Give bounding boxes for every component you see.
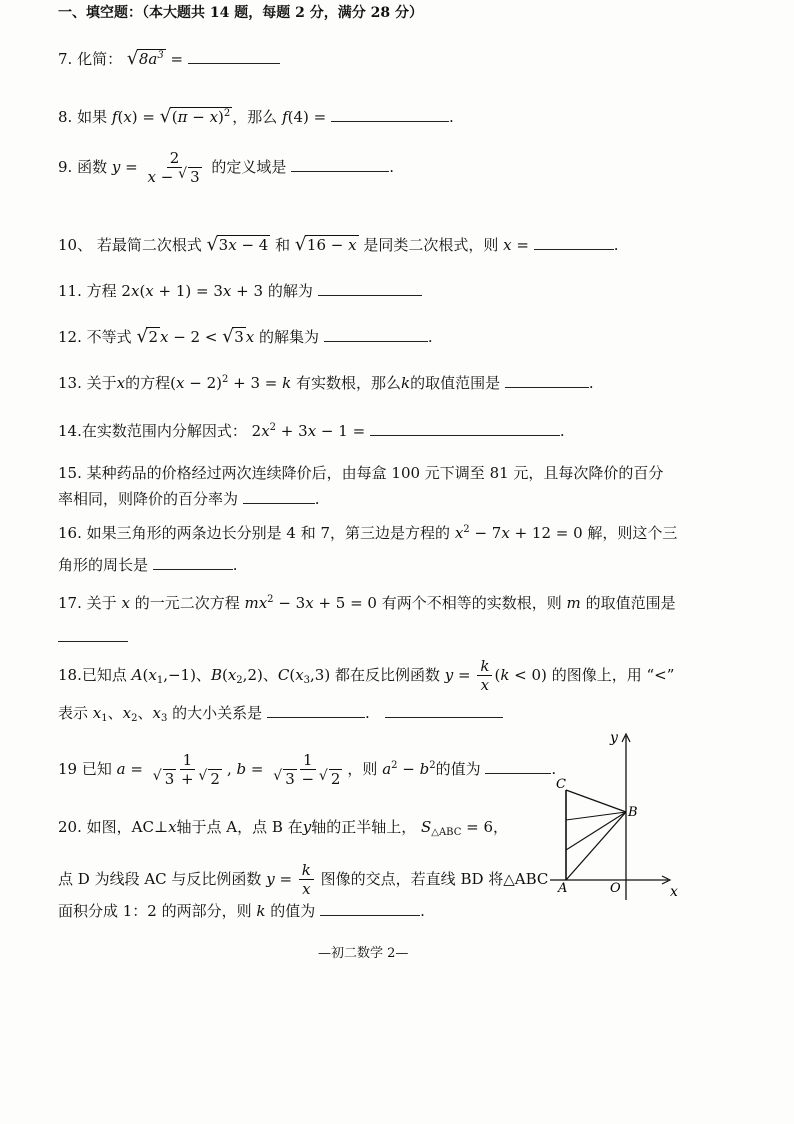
segment-cb: [566, 790, 626, 812]
answer-blank[interactable]: [331, 120, 449, 122]
question-12: 12. 不等式 √ 2 x − 2 < √ 3 x 的解集为 .: [58, 326, 433, 347]
triangle-figure: [548, 730, 688, 902]
question-14: 14.在实数范围内分解因式： $2x^2 + 3x - 1$ = .: [58, 422, 565, 440]
label-c: C: [556, 777, 566, 792]
answer-blank[interactable]: [243, 502, 315, 504]
segment-aux: [566, 812, 626, 820]
answer-blank[interactable]: [320, 914, 420, 916]
question-20-line2: 点 D 为线段 AC 与反比例函数 y = $\frac{k}{x}$ 图像的交点，若直线 BD 将△ABC: [58, 861, 549, 898]
question-17: 17. 关于 x 的一元二次方程 $mx^2 - 3x + 5 = 0$ 有两个不相等的实数根，则 m 的取值范围是: [58, 594, 676, 612]
section-header: 一、填空题：（本大题共 14 题，每题 2 分，满分 28 分）: [58, 5, 423, 21]
answer-blank[interactable]: [485, 772, 551, 774]
question-17-line2: [58, 628, 128, 647]
question-20: 20. 如图，AC⊥x轴于点 A，点 B 在y轴的正半轴上， $S_{\triangle ABC} = 6$，: [58, 818, 509, 838]
question-9: 9. 函数 y = 2 x − √ 3 的定义域是 .: [58, 149, 394, 186]
answer-blank[interactable]: [153, 568, 233, 570]
question-16-line2: 角形的周长是 .: [58, 556, 238, 574]
page-footer: —初二数学 2—: [318, 946, 409, 961]
answer-blank[interactable]: [58, 640, 128, 642]
question-10: 10、 若最简二次根式 √ 3x − 4 和 √ 16 − x 是同类二次根式，则 x = .: [58, 234, 619, 255]
answer-blank[interactable]: [267, 716, 365, 718]
label-a: A: [558, 881, 568, 896]
question-18-line2: 表示 $x_1$、$x_2$、$x_3$ 的大小关系是 .: [58, 704, 503, 726]
label-x: x: [670, 884, 678, 900]
answer-blank[interactable]: [505, 386, 589, 388]
answer-blank[interactable]: [324, 340, 428, 342]
question-7: 7. 化简： √ $8a^3$ =: [58, 50, 280, 69]
answer-blank[interactable]: [188, 62, 280, 64]
segment-ab: [566, 812, 626, 880]
question-8: 8. 如果 f(x) = √ $(\pi - x)^2$ ，那么 f(4) = .: [58, 106, 454, 127]
label-y: y: [610, 730, 618, 746]
question-13: 13. 关于x的方程$(x - 2)^2 + 3 = k$ 有实数根，那么k的取值范围是 .: [58, 374, 594, 392]
answer-blank[interactable]: [534, 248, 614, 250]
question-11: 11. 方程 2x(x + 1) = 3x + 3 的解为: [58, 282, 422, 301]
question-16: 16. 如果三角形的两条边长分别是 4 和 7，第三边是方程的 $x^2 - 7x + 12 = 0$ 解，则这个三: [58, 524, 678, 542]
answer-blank[interactable]: [318, 294, 422, 296]
label-o: O: [610, 881, 621, 896]
segment-bd: [566, 812, 626, 850]
extra-line: [385, 716, 503, 718]
question-15: 15. 某种药品的价格经过两次连续降价后，由每盒 100 元下调至 81 元，且每次降价的百分: [58, 464, 664, 482]
question-19: 19 已知 a = 1 √ 3 + √ 2 , b = 1 √ 3 − √ 2 ，则 $a^2 - b^2$的值为 .: [58, 751, 557, 788]
question-15-line2: 率相同，则降价的百分率为 .: [58, 490, 320, 508]
question-20-line3: 面积分成 1：2 的两部分，则 k 的值为 .: [58, 902, 425, 920]
label-b: B: [628, 805, 638, 820]
answer-blank[interactable]: [291, 170, 389, 172]
question-18: 18.已知点 $A(x_1,-1)$、$B(x_2,2)$、$C(x_3,3)$ 都在反比例函数 y = $\frac{k}{x}$ (k < 0) 的图像上，用 “<”: [58, 657, 675, 694]
answer-blank[interactable]: [370, 434, 560, 436]
